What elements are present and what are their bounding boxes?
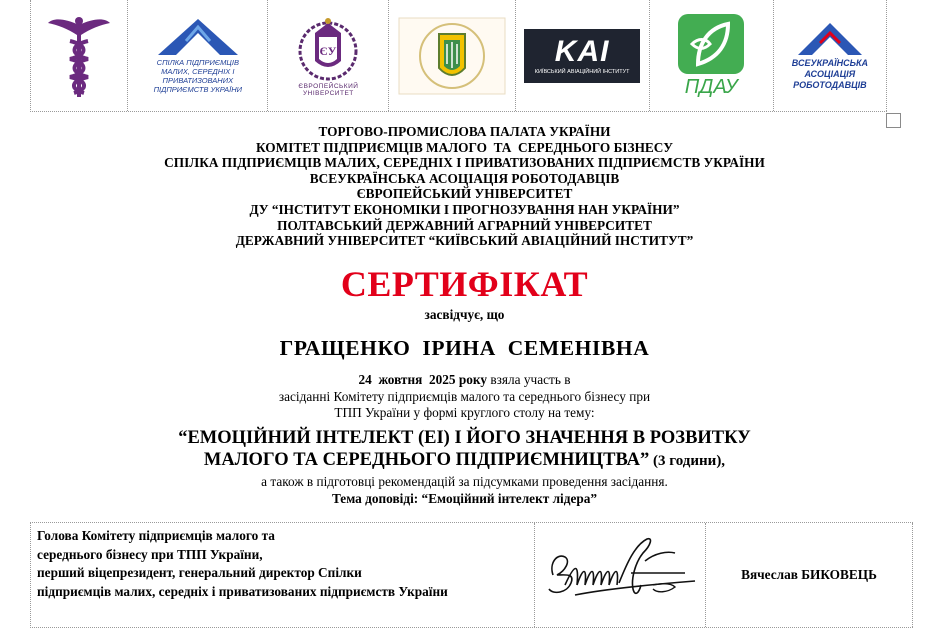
header-line: ДУ “ІНСТИТУТ ЕКОНОМІКИ І ПРОГНОЗУВАННЯ НАН УКРАЇНИ” (249, 201, 680, 217)
participation-line-3: ТПП України у формі круглого столу на тему: (334, 405, 595, 420)
header-line: ЄВРОПЕЙСЬКИЙ УНІВЕРСИТЕТ (356, 186, 573, 202)
organizations-header (0, 124, 929, 249)
signatory-name (706, 523, 913, 627)
hand-arrow-icon (158, 17, 238, 55)
recipient-name: ГРАЩЕНКО ІРИНА СЕМЕНІВНА (279, 336, 650, 360)
participation-text (0, 372, 929, 422)
institute-seal-icon (397, 16, 507, 96)
logo-cell-kai (516, 0, 650, 111)
certifies-text: засвідчує, що (424, 307, 505, 322)
logo-cell-caduceus (31, 0, 128, 111)
employers-logo-text: ВСЕУКРАЇНСЬКА АСОЦІАЦІЯ РОБОТОДАВЦІВ (791, 57, 868, 90)
caduceus-icon (44, 11, 114, 101)
kai-logo-subtext: КИЇВСЬКИЙ АВІАЦІЙНИЙ ІНСТИТУТ (534, 68, 630, 75)
topic-line-1: “ЕМОЦІЙНИЙ ІНТЕЛЕКТ (ЕІ) І ЙОГО ЗНАЧЕННЯ В РОЗВИТКУ (178, 428, 751, 448)
signatory-surname: БИКОВЕЦЬ (801, 567, 877, 582)
pdau-logo-text: ПДАУ (684, 75, 738, 98)
signature-table (30, 522, 913, 628)
logo-cell-employers (774, 0, 887, 111)
header-line: ВСЕУКРАЇНСЬКА АСОЦІАЦІЯ РОБОТОДАВЦІВ (309, 170, 620, 186)
hand-arrow-icon (798, 21, 862, 55)
leaf-icon (678, 14, 744, 74)
signatory-role (31, 523, 535, 627)
header-line: ДЕРЖАВНИЙ УНІВЕРСИТЕТ “КИЇВСЬКИЙ АВІАЦІЙНИЙ ІНСТИТУТ” (235, 233, 694, 249)
logo-row (30, 0, 887, 112)
svg-text:ЄУ: ЄУ (319, 43, 337, 58)
certificate-title: СЕРТИФІКАТ (340, 264, 589, 304)
round-table-topic (0, 427, 929, 472)
hours-text: (3 години), (649, 453, 726, 469)
topic-line-2: МАЛОГО ТА СЕРЕДНЬОГО ПІДПРИЄМНИЦТВА” (203, 450, 650, 470)
header-line: СПІЛКА ПІДПРИЄМЦІВ МАЛИХ, СЕРЕДНІХ І ПРИВАТИЗОВАНИХ ПІДПРИЄМСТВ УКРАЇНИ (164, 155, 765, 171)
role-line: Голова Комітету підприємців малого та (37, 528, 275, 543)
union-logo-text: СПІЛКА ПІДПРИЄМЦІВ МАЛИХ, СЕРЕДНІХ І ПРИВАТИЗОВАНИХ ПІДПРИЄМСТВ УКРАЇНИ (153, 58, 243, 94)
participation-line-2: засіданні Комітету підприємців малого та середнього бізнесу при (278, 388, 651, 404)
logo-cell-union (128, 0, 268, 111)
recommendations-line: а також в підготовці рекомендацій за підсумками проведення засідання. (261, 474, 668, 489)
header-line: ТОРГОВО-ПРОМИСЛОВА ПАЛАТА УКРАЇНИ (318, 124, 611, 139)
kai-logo (524, 29, 640, 83)
participation-line-1: взяла участь в (487, 372, 571, 387)
signatory-given-name: Вячеслав (741, 567, 798, 582)
role-line: підприємців малих, середніх і приватизованих підприємств України (37, 583, 448, 599)
university-crest-icon (293, 15, 363, 81)
report-topic: “Емоційний інтелект лідера” (418, 490, 598, 506)
logo-cell-institute (389, 0, 515, 111)
kai-logo-text: KAI (554, 34, 610, 68)
event-date: 24 жовтня 2025 року (358, 372, 488, 387)
logo-cell-pdau (650, 0, 774, 111)
report-label: Тема доповіді: (331, 490, 419, 506)
handwritten-signature (535, 523, 705, 627)
role-line: середнього бізнесу при ТПП України, (37, 546, 263, 562)
closing-text (0, 474, 929, 507)
signature-cell (535, 523, 706, 627)
header-line: КОМІТЕТ ПІДПРИЄМЦІВ МАЛОГО ТА СЕРЕДНЬОГО БІЗНЕСУ (256, 139, 673, 155)
role-line: перший віцепрезидент, генеральний директор Спілки (37, 565, 362, 580)
logo-cell-european-university (268, 0, 389, 111)
header-line: ПОЛТАВСЬКИЙ ДЕРЖАВНИЙ АГРАРНИЙ УНІВЕРСИТЕТ (277, 217, 652, 233)
european-university-logo-text: ЄВРОПЕЙСЬКИЙ УНІВЕРСИТЕТ (298, 82, 359, 97)
